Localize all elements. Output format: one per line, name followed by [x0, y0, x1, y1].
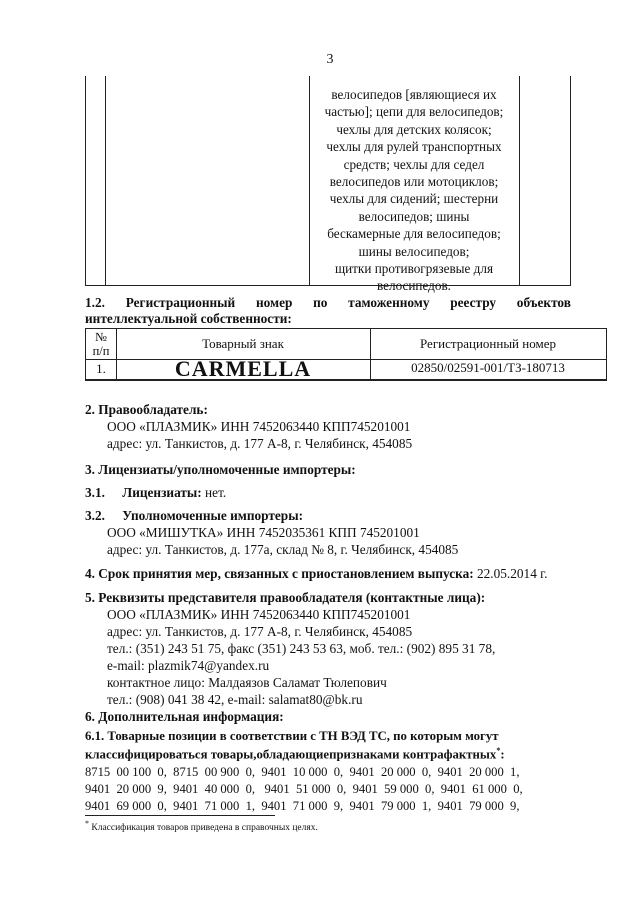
section-6-1-text: классифицироваться товары,обладающиепризнаками контрафактных [85, 747, 497, 762]
heading-word: реестру [450, 295, 497, 310]
table-divider [105, 76, 106, 285]
section-number: 3.2. [85, 508, 105, 523]
heading-line-2: интеллектуальной собственности: [85, 311, 292, 326]
heading-word: по [313, 295, 328, 310]
footnote-mark: * [496, 746, 501, 755]
contact-line: ООО «ПЛАЗМИК» ИНН 7452063440 КПП745201001 [107, 607, 411, 622]
goods-line: велосипедов или мотоциклов; [329, 174, 499, 190]
rights-holder-line: ООО «ПЛАЗМИК» ИНН 7452063440 КПП745201001 [107, 419, 411, 434]
heading-word: таможенному [348, 295, 430, 310]
tariff-codes-line: 9401 20 000 9, 9401 40 000 0, 9401 51 000 0, 9401 59 000 0, 9401 61 000 0, [85, 782, 523, 796]
footnote [85, 819, 318, 833]
trademark-value: CARMELLA [174, 356, 312, 381]
goods-line: щитки противогрязевые для [334, 261, 494, 277]
section-3-title: 3. Лицензиаты/уполномоченные импортеры: [85, 462, 356, 477]
goods-line: велосипедов; шины [358, 208, 470, 224]
header-number-line: № [95, 330, 107, 344]
section-5-title: 5. Реквизиты представителя правообладателя (контактные лица): [85, 590, 486, 605]
contact-line: контактное лицо: Малдаязов Саламат Тюлепович [107, 675, 387, 690]
section-6-1-line2 [85, 746, 505, 762]
licensees-label: Лицензиаты: [122, 485, 202, 500]
header-trademark: Товарный знак [202, 336, 284, 351]
goods-line: велосипедов. [377, 278, 451, 294]
reg-number-value: 02850/02591-001/ТЗ-180713 [411, 360, 565, 375]
licensees-value: нет. [201, 485, 227, 500]
goods-line: частью]; цепи для велосипедов; [324, 104, 504, 120]
goods-line: бескамерные для велосипедов; [327, 226, 501, 242]
contact-line: тел.: (351) 243 51 75, факс (351) 243 53 63, моб. тел.: (902) 895 31 78, [107, 641, 496, 656]
section-number: 1.2. [85, 295, 105, 310]
heading-word: объектов [516, 295, 571, 310]
registration-table [85, 328, 607, 381]
header-number [86, 330, 116, 358]
section-2-title: 2. Правообладатель: [85, 402, 208, 417]
contact-line: тел.: (908) 041 38 42, e-mail: salamat80@bk.ru [107, 692, 363, 707]
section-6-title: 6. Дополнительная информация: [85, 709, 284, 724]
importer-address: адрес: ул. Танкистов, д. 177а, склад № 8, г. Челябинск, 454085 [107, 542, 459, 557]
footnote-text: Классификация товаров приведена в справочных целях. [89, 823, 318, 834]
rights-holder-address: адрес: ул. Танкистов, д. 177 А-8, г. Челябинск, 454085 [107, 436, 413, 451]
section-6-1-colon: : [500, 747, 505, 762]
goods-description [311, 86, 517, 295]
row-number: 1. [96, 361, 106, 376]
importers-label: Уполномоченные импортеры: [122, 508, 304, 523]
table-divider [519, 76, 520, 285]
tariff-codes-line: 9401 69 000 0, 9401 71 000 1, 9401 71 000 9, 9401 79 000 1, 9401 79 000 9, [85, 799, 520, 813]
goods-table-continuation [85, 76, 571, 294]
table-divider [309, 76, 310, 285]
header-reg-number: Регистрационный номер [420, 336, 556, 351]
importer-line: ООО «МИШУТКА» ИНН 7452035361 КПП 745201001 [107, 525, 420, 540]
header-number-line: п/п [92, 344, 110, 358]
section-4-date: 22.05.2014 г. [473, 566, 548, 581]
section-6-1-line1: 6.1. Товарные позиции в соответствии с ТН ВЭД ТС, по которым могут [85, 729, 499, 743]
footnote-divider [85, 815, 275, 816]
footnote-mark: * [85, 819, 89, 828]
section-3-1 [85, 485, 226, 501]
section-4-title: 4. Срок принятия мер, связанных с приостановлением выпуска: [85, 566, 474, 581]
goods-line: чехлы для детских колясок; [336, 121, 492, 137]
contact-line: адрес: ул. Танкистов, д. 177 А-8, г. Челябинск, 454085 [107, 624, 413, 639]
section-number: 3.1. [85, 485, 105, 500]
heading-word: Регистрационный [125, 295, 236, 310]
contact-line: e-mail: plazmik74@yandex.ru [107, 658, 270, 673]
tariff-codes-line: 8715 00 100 0, 8715 00 900 0, 9401 10 000 0, 9401 20 000 0, 9401 20 000 1, [85, 765, 520, 779]
goods-line: чехлы для рулей транспортных [326, 139, 502, 155]
goods-line: шины велосипедов; [358, 243, 470, 259]
goods-line: средств; чехлы для седел [343, 156, 485, 172]
goods-line: велосипедов [являющиеся их [331, 87, 497, 102]
page-number: 3 [326, 52, 334, 67]
goods-line: чехлы для сидений; шестерни [329, 191, 499, 207]
section-4 [85, 566, 547, 582]
section-3-2 [85, 508, 303, 524]
heading-word: номер [255, 295, 293, 310]
section-1-2-heading [85, 295, 571, 327]
